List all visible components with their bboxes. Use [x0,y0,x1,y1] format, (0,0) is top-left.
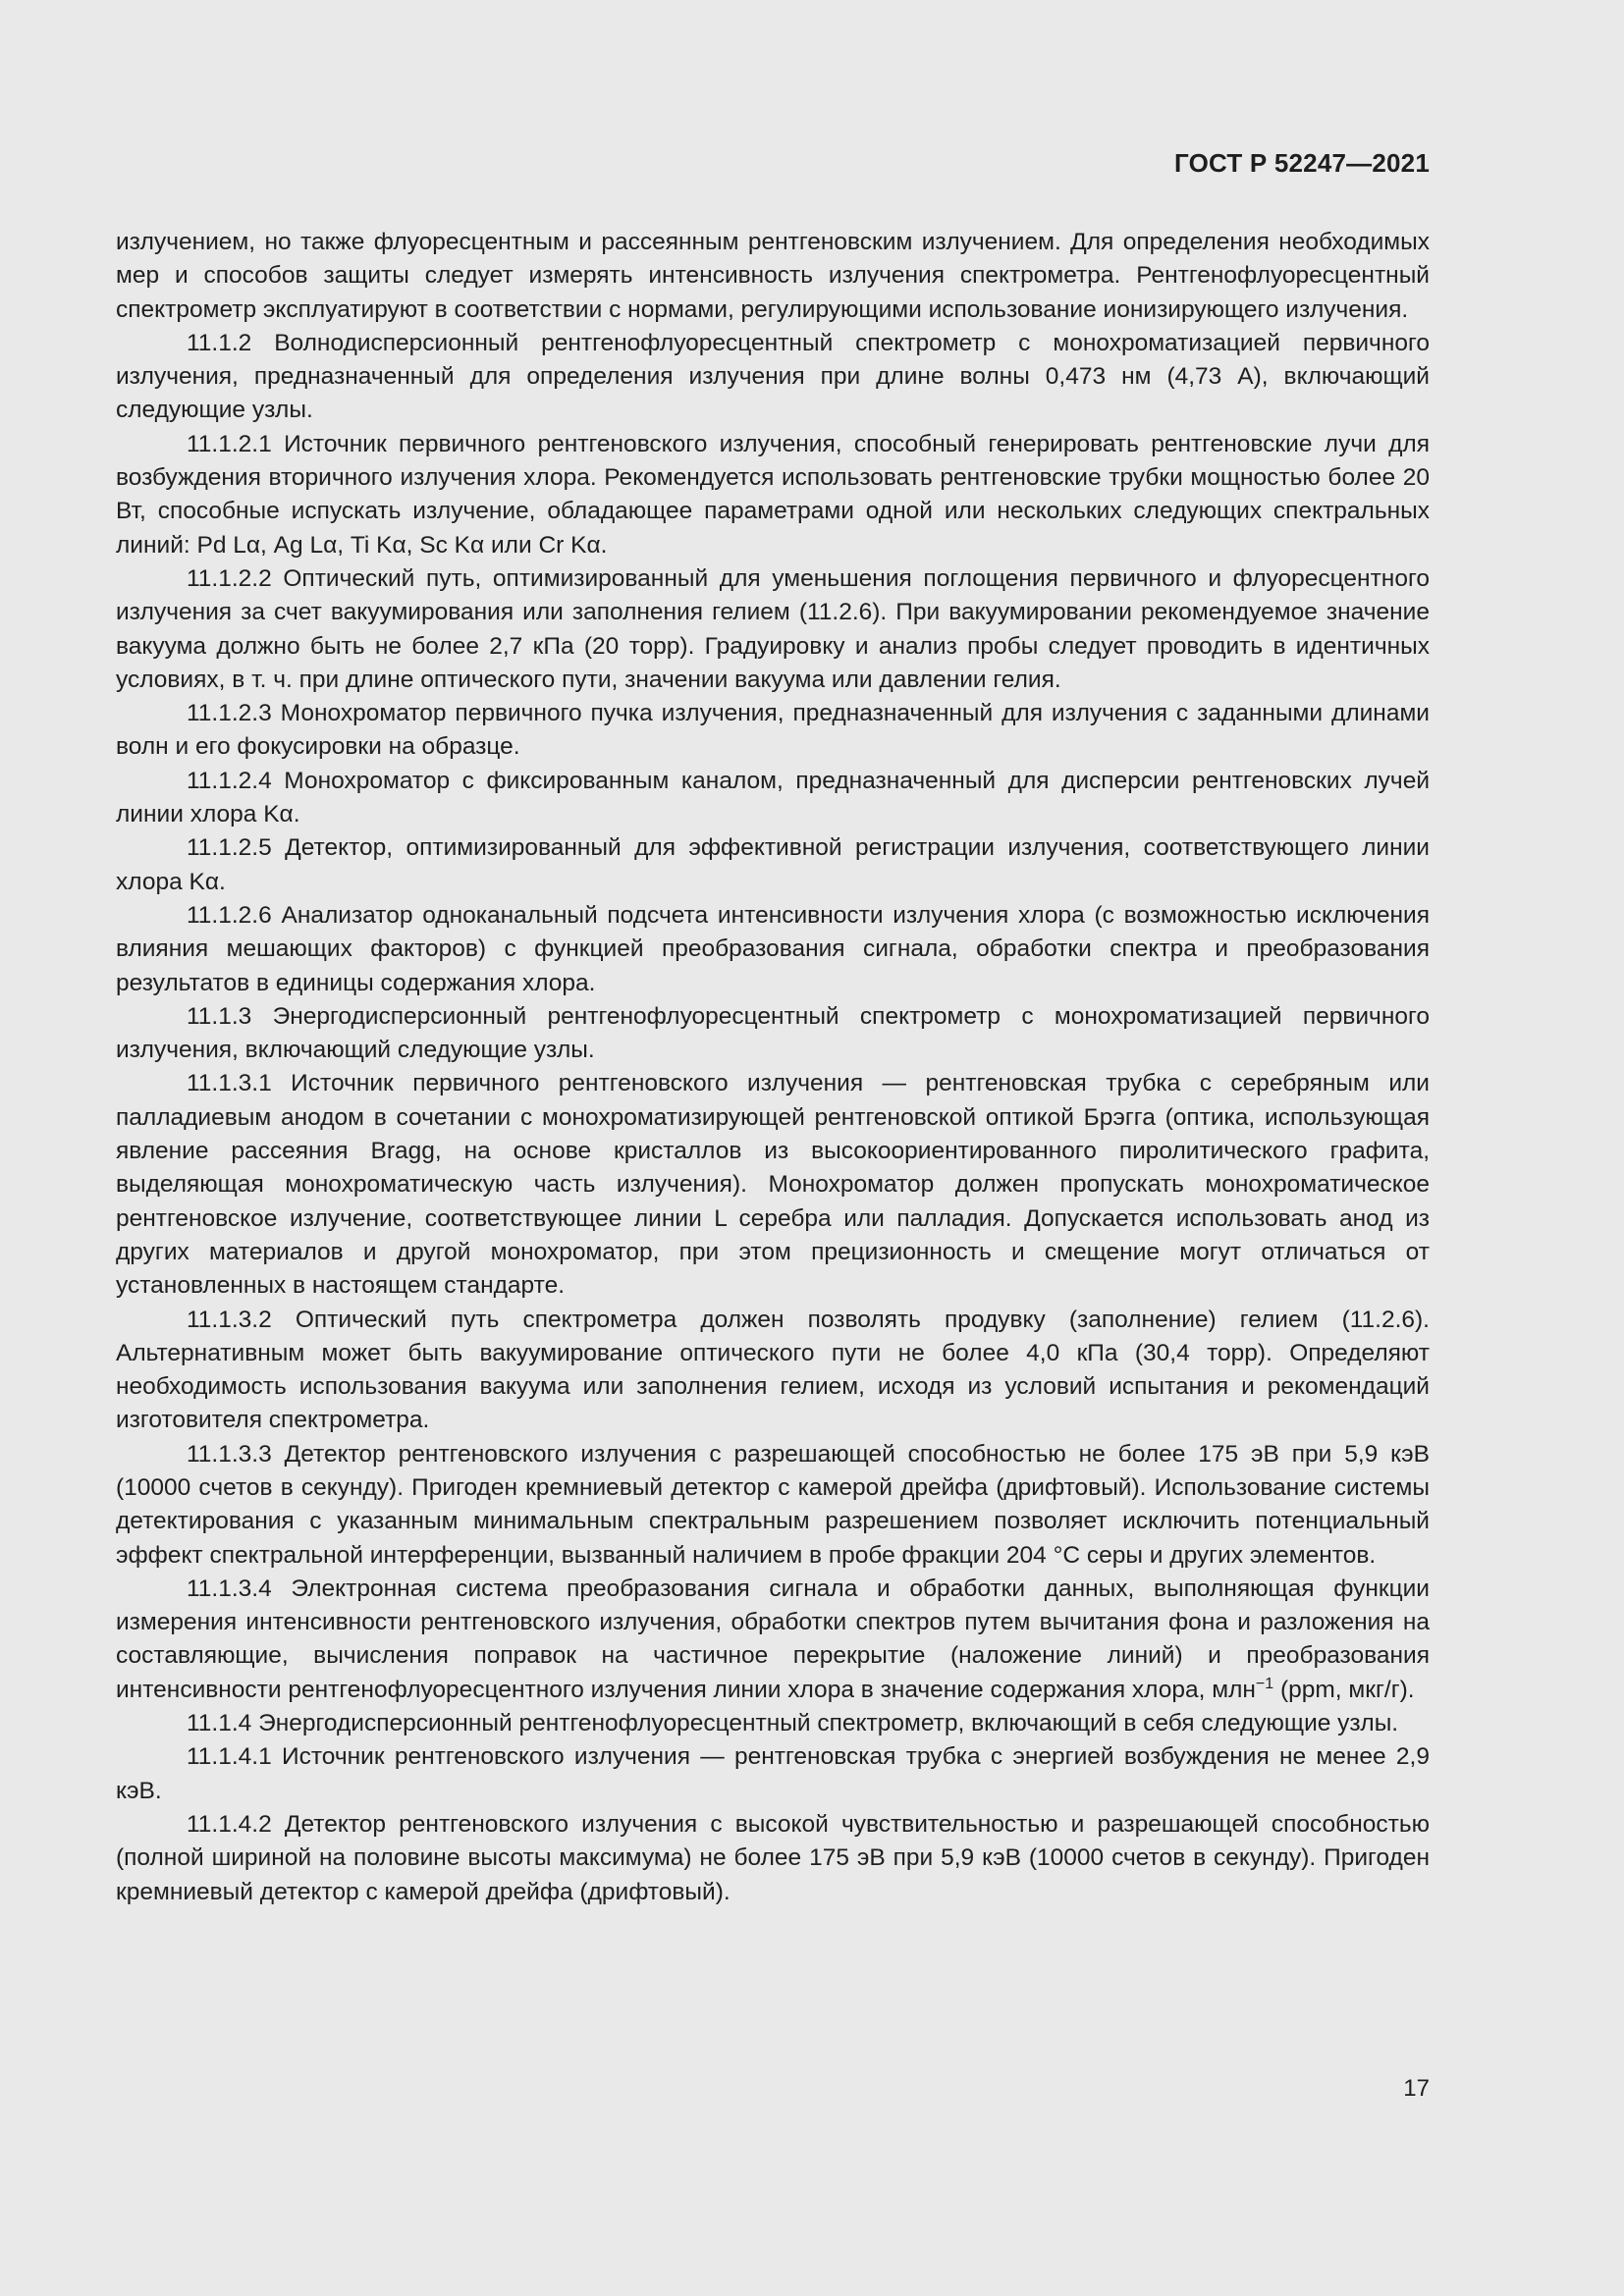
superscript: −1 [1255,1675,1274,1692]
document-standard-header: ГОСТ Р 52247—2021 [1174,148,1430,178]
paragraph [116,1573,1430,1707]
paragraph: 11.1.2 Волнодисперсионный рентгенофлуоресцентный спектрометр с монохроматизацией первичного излучения, предназначенный для определения излучения при длине волны 0,473 нм (4,73 А), включающий следующие узлы. [116,329,1430,424]
paragraph: 11.1.3.3 Детектор рентгеновского излучения с разрешающей способностью не более 175 эВ при 5,9 кэВ (10000 счетов в секунду). Пригоден кремниевый детектор с камерой дрейфа (дрифтовый). Использование системы детектирования с указанным минимальным спектральным разрешением позволяет исключить потенциальный эффект спектральной интерференции, вызванный наличием в пробе фракции 204 °С серы и других элементов. [116,1440,1430,1569]
document-body [116,226,1430,1909]
page-number: 17 [1403,2075,1430,2102]
paragraph: 11.1.2.2 Оптический путь, оптимизированный для уменьшения поглощения первичного и флуоресцентного излучения за счет вакуумирования или заполнения гелием (11.2.6). При вакуумировании рекомендуемое значение вакуума должно быть не более 2,7 кПа (20 торр). Градуировку и анализ пробы следует проводить в идентичных условиях, в т. ч. при длине оптического пути, значении вакуума или давлении гелия. [116,564,1430,693]
paragraph: 11.1.2.6 Анализатор одноканальный подсчета интенсивности излучения хлора (с возможностью исключения влияния мешающих факторов) с функцией преобразования сигнала, обработки спектра и преобразования результатов в единицы содержания хлора. [116,901,1430,996]
paragraph: 11.1.3.2 Оптический путь спектрометра должен позволять продувку (заполнение) гелием (11.2.6). Альтернативным может быть вакуумирование оптического пути не более 4,0 кПа (30,4 торр). Определяют необходимость использования вакуума или заполнения гелием, исходя из условий испытания и рекомендаций изготовителя спектрометра. [116,1306,1430,1434]
paragraph: 11.1.4 Энергодисперсионный рентгенофлуоресцентный спектрометр, включающий в себя следующие узлы. [187,1710,1399,1737]
paragraph: излучением, но также флуоресцентным и рассеянным рентгеновским излучением. Для определения необходимых мер и способов защиты следует измерять интенсивность излучения спектрометра. Рентгенофлуоресцентный спектрометр эксплуатируют в соответствии с нормами, регулирующими использование ионизирующего излучения. [116,229,1430,323]
paragraph: 11.1.2.3 Монохроматор первичного пучка излучения, предназначенный для излучения с заданными длинами волн и его фокусировки на образце. [116,700,1430,761]
paragraph: 11.1.4.1 Источник рентгеновского излучения — рентгеновская трубка с энергией возбуждения не менее 2,9 кэВ. [116,1743,1430,1804]
paragraph: 11.1.3 Энергодисперсионный рентгенофлуоресцентный спектрометр с монохроматизацией первичного излучения, включающий следующие узлы. [116,1002,1430,1064]
paragraph: 11.1.2.1 Источник первичного рентгеновского излучения, способный генерировать рентгеновские лучи для возбуждения вторичного излучения хлора. Рекомендуется использовать рентгеновские трубки мощностью более 20 Вт, способные испускать излучение, обладающее параметрами одной или нескольких следующих спектральных линий: Pd Lα, Ag Lα, Ti Kα, Sc Kα или Cr Kα. [116,430,1430,559]
paragraph-text: 11.1.3.4 Электронная система преобразования сигнала и обработки данных, выполняющая функции измерения интенсивности рентгеновского излучения, обработки спектров путем вычитания фона и разложения на составляющие, вычисления поправок на частичное перекрытие (наложение линий) и преобразования интенсивности рентгенофлуоресцентного излучения линии хлора в значение содержания хлора, млн [116,1575,1430,1703]
paragraph: 11.1.3.1 Источник первичного рентгеновского излучения — рентгеновская трубка с серебряным или палладиевым анодом в сочетании с монохроматизирующей рентгеновской оптикой Брэгга (оптика, использующая явление рассеяния Bragg, на основе кристаллов из высокоориентированного пиролитического графита, выделяющая монохроматическую часть излучения). Монохроматор должен пропускать монохроматическое рентгеновское излучение, соответствующее линии L серебра или палладия. Допускается использовать анод из других материалов и другой монохроматор, при этом прецизионность и смещение могут отличаться от установленных в настоящем стандарте. [116,1070,1430,1300]
paragraph: 11.1.4.2 Детектор рентгеновского излучения с высокой чувствительностью и разрешающей способностью (полной шириной на половине высоты максимума) не более 175 эВ при 5,9 кэВ (10000 счетов в секунду). Пригоден кремниевый детектор с камерой дрейфа (дрифтовый). [116,1810,1430,1905]
paragraph-text: (ppm, мкг/г). [1273,1676,1415,1703]
paragraph: 11.1.2.4 Монохроматор с фиксированным каналом, предназначенный для дисперсии рентгеновских лучей линии хлора Kα. [116,767,1430,828]
paragraph: 11.1.2.5 Детектор, оптимизированный для эффективной регистрации излучения, соответствующего линии хлора Kα. [116,834,1430,895]
